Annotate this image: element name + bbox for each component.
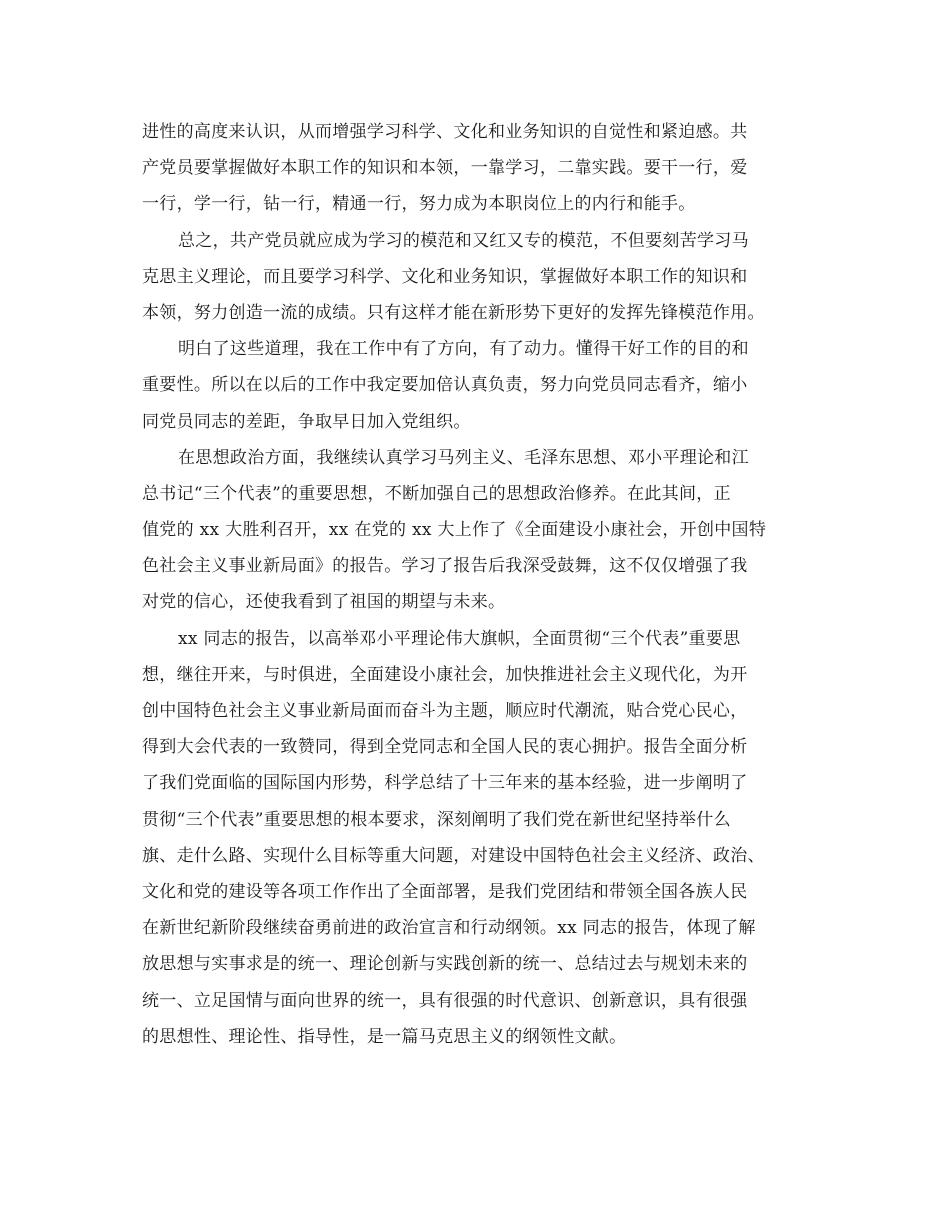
text-line: 值党的 xx 大胜利召开，xx 在党的 xx 大上作了《全面建设小康社会，开创中国特 <box>142 520 767 541</box>
text-line: 放思想与实事求是的统一、理论创新与实践创新的统一、总结过去与规划未来的 <box>142 954 748 975</box>
text-line: 在思想政治方面，我继续认真学习马列主义、毛泽东思想、邓小平理论和江 <box>178 447 749 468</box>
text-line: 色社会主义事业新局面》的报告。学习了报告后我深受鼓舞，这不仅仅增强了我 <box>142 556 748 577</box>
paragraph-1 <box>142 114 810 223</box>
document-body <box>142 114 810 1055</box>
text-line: 创中国特色社会主义事业新局面而奋斗为主题，顺应时代潮流，贴合党心民心， <box>142 701 748 721</box>
paragraph-2 <box>142 223 810 332</box>
text-line: 一行，学一行，钻一行，精通一行，努力成为本职岗位上的内行和能手。 <box>142 194 696 215</box>
text-line: 文化和党的建设等各项工作作出了全面部署，是我们党团结和带领全国各族人民 <box>142 881 748 902</box>
text-line: 进性的高度来认识，从而增强学习科学、文化和业务知识的自觉性和紧迫感。共 <box>142 122 748 142</box>
text-line: 贯彻“三个代表”重要思想的根本要求，深刻阐明了我们党在新世纪坚持举什么 <box>142 809 731 830</box>
text-line: 产党员要掌握做好本职工作的知识和本领，一靠学习，二靠实践。要干一行，爱 <box>142 158 748 179</box>
text-line: 明白了这些道理，我在工作中有了方向，有了动力。懂得干好工作的目的和 <box>178 339 749 360</box>
text-line: 对党的信心，还使我看到了祖国的期望与未来。 <box>142 592 506 613</box>
text-line: xx 同志的报告，以高举邓小平理论伟大旗帜，全面贯彻“三个代表”重要思 <box>178 628 741 649</box>
paragraph-5 <box>142 621 810 1055</box>
text-line: 总书记“三个代表”的重要思想，不断加强自己的思想政治修养。在此其间，正 <box>142 483 731 504</box>
text-line: 总之，共产党员就应成为学习的模范和又红又专的模范，不但要刻苦学习马 <box>178 230 749 251</box>
text-line: 重要性。所以在以后的工作中我定要加倍认真负责，努力向党员同志看齐，缩小 <box>142 375 748 396</box>
paragraph-4 <box>142 440 810 621</box>
text-line: 本领，努力创造一流的成绩。只有这样才能在新形势下更好的发挥先锋模范作用。 <box>142 302 765 323</box>
text-line: 的思想性、理论性、指导性，是一篇马克思主义的纲领性文献。 <box>142 1026 627 1047</box>
text-line: 想，继往开来，与时俱进，全面建设小康社会，加快推进社会主义现代化，为开 <box>142 664 748 685</box>
paragraph-3 <box>142 331 810 440</box>
text-line: 旗、走什么路、实现什么目标等重大问题，对建设中国特色社会主义经济、政治、 <box>142 845 765 866</box>
text-line: 在新世纪新阶段继续奋勇前进的政治宣言和行动纲领。xx 同志的报告，体现了解 <box>142 918 756 939</box>
text-line: 克思主义理论，而且要学习科学、文化和业务知识，掌握做好本职工作的知识和 <box>142 266 748 287</box>
text-line: 得到大会代表的一致赞同，得到全党同志和全国人民的衷心拥护。报告全面分析 <box>142 737 748 758</box>
text-line: 了我们党面临的国际国内形势，科学总结了十三年来的基本经验，进一步阐明了 <box>142 773 748 794</box>
text-line: 同党员同志的差距，争取早日加入党组织。 <box>142 411 471 432</box>
text-line: 统一、立足国情与面向世界的统一，具有很强的时代意识、创新意识，具有很强 <box>142 990 748 1011</box>
